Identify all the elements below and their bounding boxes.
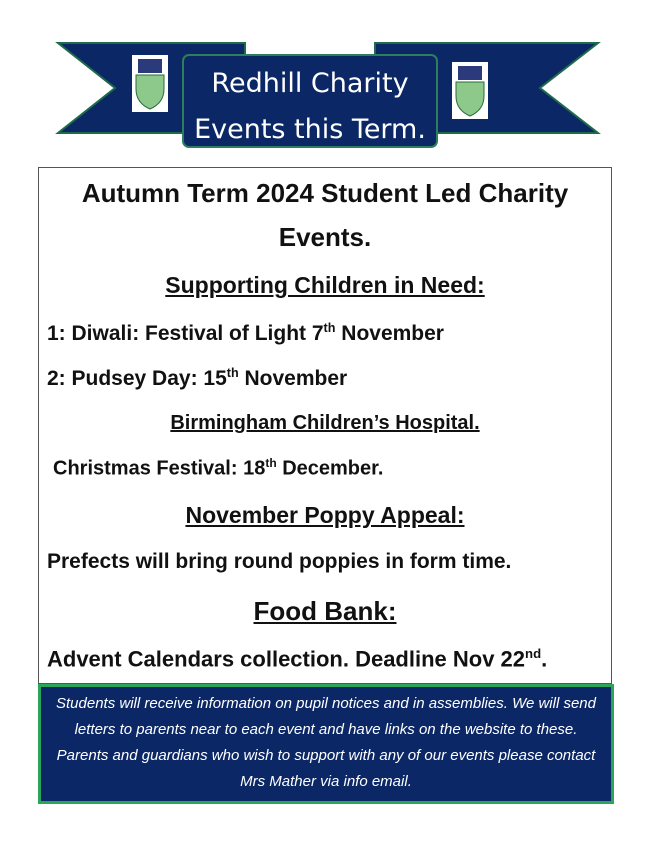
food-bank-item: Advent Calendars collection. Deadline Nov 22nd. [47,646,548,672]
main-title-line2: Events. [278,222,372,252]
poppy-heading: November Poppy Appeal: [185,502,465,528]
cin-item-1: 1: Diwali: Festival of Light 7th November [47,321,444,345]
banner-title-line2: Events this Term. [194,114,426,145]
main-title-line1: Autumn Term 2024 Student Led Charity [81,178,569,208]
banner-title-line1: Redhill Charity [211,68,409,99]
poppy-item: Prefects will bring round poppies in form time. [47,550,512,573]
school-crest-icon [132,55,168,112]
cin-item-2: 2: Pudsey Day: 15th November [47,366,348,390]
bch-heading: Birmingham Children’s Hospital. [170,412,480,434]
food-bank-heading: Food Bank: [253,596,397,626]
info-footer [38,684,614,804]
events-box [38,167,612,684]
footer-text: Students will receive information on pupil notices and in assemblies. We will send letters to parents near to each event and have links on the website to these. Parents and guardians who wish to support with any of our events please contact Mrs Mather via info email. [56,695,596,790]
bch-item: Christmas Festival: 18th December. [53,456,384,480]
school-crest-icon [452,62,488,119]
cin-heading: Supporting Children in Need: [165,272,485,298]
title-banner [50,35,610,155]
